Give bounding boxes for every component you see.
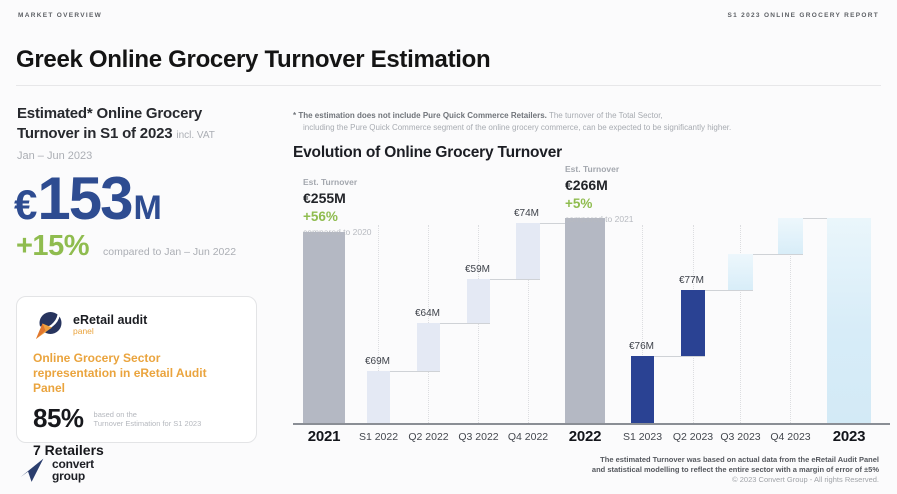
annotation-2021 <box>303 177 372 237</box>
annotation-growth: +5% <box>565 196 593 211</box>
axis-label-q4-2022: Q4 2022 <box>507 431 549 443</box>
turnover-value <box>14 164 162 233</box>
disclaimer-line1: The estimated Turnover was based on actual data from the eRetail Audit Panel <box>600 455 879 464</box>
bar-value-q3-2022: €59M <box>465 264 491 275</box>
bar-value-q2-2022: €64M <box>415 308 441 319</box>
eyebrow-report-name: S1 2023 ONLINE GROCERY REPORT <box>727 12 879 19</box>
estimated-turnover-heading <box>17 104 215 146</box>
annotation-value: €266M <box>565 177 608 193</box>
representation-percentage: 85% <box>33 403 84 433</box>
bar-q4-2022 <box>516 223 540 279</box>
bar-q2-2023 <box>681 290 705 356</box>
heading-line2: Turnover in S1 of 2023 <box>17 125 173 142</box>
card-title-line2: representation in eRetail Audit Panel <box>33 366 207 395</box>
estimation-note-rest2: including the Pure Quick Commerce segment of the online grocery commerce, can be expected to be significantly higher. <box>303 123 732 132</box>
bar-2022 <box>565 218 605 423</box>
brand-line2: group <box>52 469 85 483</box>
disclaimer <box>592 455 879 485</box>
axis-label-q3-2023: Q3 2023 <box>720 431 761 443</box>
estimation-note-rest1: The turnover of the Total Sector, <box>548 111 663 120</box>
turnover-unit: M <box>133 189 162 227</box>
representation-note-line2: Turnover Estimation for S1 2023 <box>93 418 202 428</box>
asterisk-mark: * <box>293 111 297 120</box>
period-label: Jan – Jun 2023 <box>17 150 93 162</box>
bar-q2-2022 <box>417 323 440 371</box>
bar-q3-2022 <box>467 279 490 323</box>
bar-value-s1-2022: €69M <box>365 356 391 367</box>
card-title-line1: Online Grocery Sector <box>33 351 161 365</box>
disclaimer-line2: and statistical modelling to reflect the entire sector with a margin of error of ±5% <box>591 465 879 474</box>
bar-value-s1-2023: €76M <box>629 341 655 352</box>
annotation-label: Est. Turnover <box>565 164 620 174</box>
annotation-label: Est. Turnover <box>303 177 358 187</box>
estimation-note-bold: The estimation does not include Pure Quick Commerce Retailers. <box>298 111 547 120</box>
card-title <box>33 351 240 396</box>
axis-label-q4-2023: Q4 2023 <box>770 431 811 443</box>
x-axis-line <box>293 423 890 425</box>
bar-q3-2023 <box>728 254 753 290</box>
convert-group-wordmark <box>52 458 94 482</box>
annotation-note: compared to 2021 <box>565 214 634 224</box>
axis-label-2023: 2023 <box>832 428 866 445</box>
axis-label-q2-2022: Q2 2022 <box>408 431 449 443</box>
annotation-note: compared to 2020 <box>303 227 372 237</box>
chart-title: Evolution of Online Grocery Turnover <box>293 144 562 161</box>
axis-label-2022: 2022 <box>568 428 602 445</box>
bar-value-q4-2022: €74M <box>514 208 540 219</box>
bar-s1-2022 <box>367 371 390 423</box>
currency-symbol: € <box>14 181 38 228</box>
growth-note: compared to Jan – Jun 2022 <box>102 246 237 258</box>
annotation-2022 <box>565 164 634 224</box>
copyright: © 2023 Convert Group - All rights Reserved. <box>732 475 879 484</box>
bar-s1-2023 <box>631 356 654 423</box>
representation-note <box>94 410 202 428</box>
incl-vat-label: incl. VAT <box>176 130 215 141</box>
estimation-note <box>293 110 731 134</box>
eretail-panel-subtitle: panel <box>73 326 94 336</box>
card-logo-text <box>73 315 147 337</box>
convert-group-brand <box>18 456 94 484</box>
page-title: Greek Online Grocery Turnover Estimation <box>16 46 491 73</box>
turnover-number: 153 <box>37 165 132 232</box>
annotation-growth: +56% <box>303 209 338 224</box>
axis-label-s1-2022: S1 2022 <box>358 431 399 443</box>
bar-value-q2-2023: €77M <box>679 275 705 286</box>
axis-label-2021: 2021 <box>307 428 341 445</box>
bar-2021 <box>303 232 345 423</box>
chart-gridline <box>478 225 479 423</box>
card-logo-row <box>33 310 240 342</box>
bar-q4-2023 <box>778 218 803 254</box>
retailers-count: 7 Retailers <box>33 442 104 458</box>
title-divider <box>16 85 881 86</box>
axis-label-q2-2023: Q2 2023 <box>672 431 714 443</box>
eyebrow-market-overview: MARKET OVERVIEW <box>18 12 103 19</box>
growth-value: +15% <box>16 230 89 262</box>
eretail-audit-title: eRetail audit <box>73 313 148 327</box>
brand-line1: convert <box>52 457 94 471</box>
representation-note-line1: based on the <box>93 409 137 419</box>
axis-label-s1-2023: S1 2023 <box>622 431 663 443</box>
eretail-audit-card <box>16 296 257 458</box>
estimation-note-line2 <box>293 122 731 134</box>
bar-2023 <box>827 218 871 423</box>
growth-row <box>16 230 236 263</box>
chart-plot <box>293 165 890 465</box>
eretail-audit-logo-icon <box>33 310 65 342</box>
card-stat-row <box>33 403 240 434</box>
estimation-note-line1 <box>293 110 731 122</box>
convert-group-logo-icon <box>18 456 46 484</box>
axis-label-q3-2022: Q3 2022 <box>458 431 499 443</box>
heading-line1: Estimated* Online Grocery <box>17 105 203 122</box>
annotation-value: €255M <box>303 190 346 206</box>
